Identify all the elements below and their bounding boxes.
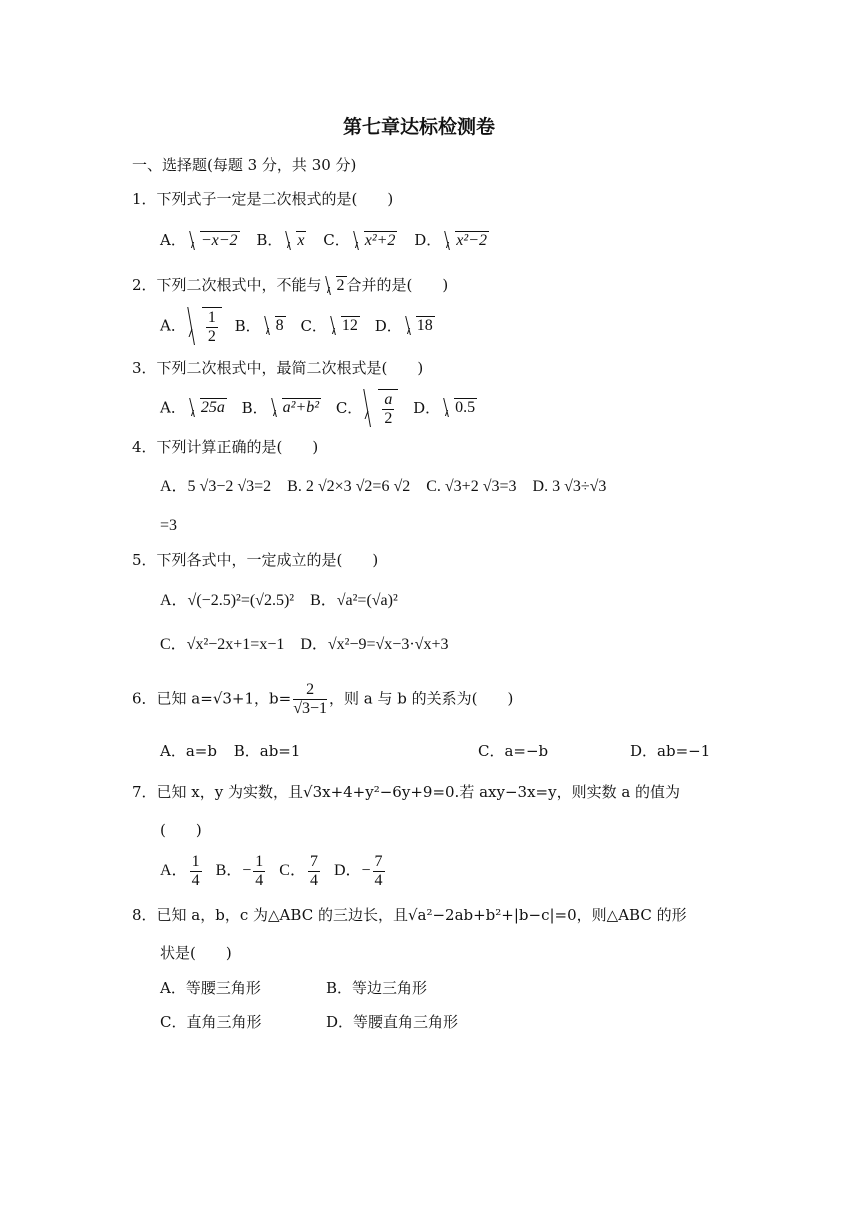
option-a-label: A． bbox=[160, 862, 188, 880]
radical-fraction: $\frac{1}{2}$ bbox=[186, 307, 222, 345]
radical: 2 bbox=[325, 276, 347, 295]
option-b-label: B．− bbox=[215, 862, 252, 880]
option-d-label: D． bbox=[413, 398, 441, 417]
radical: a²+b² bbox=[271, 398, 321, 417]
option-c-label: C． bbox=[335, 398, 363, 417]
option-d: D．等腰直角三角形 bbox=[326, 1013, 459, 1031]
option-b-label: B． bbox=[241, 398, 268, 417]
question-8-stem: 8．已知 a，b，c 为△ABC 的三边长，且√a²−2ab+b²+|b−c|=0，则△ABC 的形 bbox=[132, 906, 687, 924]
question-3-options bbox=[160, 389, 477, 427]
option-a: A．等腰三角形 bbox=[160, 979, 261, 997]
option-d-label: D．− bbox=[333, 862, 371, 880]
radical: −x−2 bbox=[189, 231, 240, 250]
question-2-stem bbox=[132, 276, 448, 295]
fraction: $\frac{7}{4}$ bbox=[309, 853, 318, 889]
option-c-label: C． bbox=[300, 316, 327, 335]
option-a-label: A． bbox=[160, 316, 186, 335]
option-b-label: B． bbox=[256, 231, 283, 249]
question-7-stem: 7．已知 x，y 为实数，且√3x+4+y²−6y+9=0.若 axy−3x=y，则实数 a 的值为 bbox=[132, 783, 681, 801]
option-b: B．ab=1 bbox=[233, 742, 301, 760]
stem-text: 6．已知 a=√3+1，b= bbox=[132, 689, 292, 708]
option-c-label: C． bbox=[279, 862, 306, 880]
fraction: $\frac{1}{4}$ bbox=[191, 853, 200, 889]
option-c: C．直角三角形 bbox=[160, 1013, 262, 1031]
option-b-label: B． bbox=[234, 316, 261, 335]
question-4-stem: 4．下列计算正确的是( ) bbox=[132, 438, 319, 456]
question-1-stem: 1．下列式子一定是二次根式的是( ) bbox=[132, 190, 394, 208]
question-3-stem: 3．下列二次根式中，最简二次根式是( ) bbox=[132, 359, 424, 377]
radical: 25a bbox=[189, 398, 227, 417]
question-8-stem-cont: 状是( ) bbox=[160, 944, 232, 962]
question-5-stem: 5．下列各式中，一定成立的是( ) bbox=[132, 551, 379, 569]
radical: x bbox=[285, 231, 306, 250]
question-4-options-line2: =3 bbox=[160, 517, 178, 534]
fraction: $\frac{7}{4}$ bbox=[374, 853, 383, 889]
page-title: 第七章达标检测卷 bbox=[343, 116, 496, 138]
fraction: $\frac{2}{√3-1}$ bbox=[293, 681, 328, 717]
stem-text: ，则 a 与 b 的关系为( ) bbox=[329, 689, 514, 708]
section-header: 一、选择题(每题 3 分，共 30 分) bbox=[132, 156, 357, 174]
option-d: D．ab=−1 bbox=[630, 742, 711, 760]
option-c: C．a=−b bbox=[478, 742, 549, 760]
radical: x²−2 bbox=[444, 231, 489, 250]
radical: 0.5 bbox=[443, 398, 477, 417]
stem-text: 2．下列二次根式中，不能与 bbox=[132, 276, 322, 294]
option-a-label: A． bbox=[160, 398, 186, 417]
radical: x²+2 bbox=[353, 231, 398, 250]
option-d-label: D． bbox=[374, 316, 402, 335]
stem-text: 合并的是( ) bbox=[346, 276, 449, 294]
question-7-options bbox=[160, 853, 387, 889]
question-2-options bbox=[160, 307, 435, 345]
option-a: A．a=b bbox=[160, 742, 217, 760]
question-5-options-line1: A．√(−2.5)²=(√2.5)² B．√a²=(√a)² bbox=[160, 592, 398, 609]
option-b: B．等边三角形 bbox=[326, 979, 428, 997]
question-5-options-line2: C．√x²−2x+1=x−1 D．√x²−9=√x−3·√x+3 bbox=[160, 636, 449, 653]
radical-fraction: $\frac{a}{2}$ bbox=[362, 389, 398, 427]
option-a-label: A． bbox=[160, 231, 186, 249]
radical: 8 bbox=[264, 316, 286, 335]
question-7-paren: ( ) bbox=[160, 821, 202, 839]
option-d-label: D． bbox=[414, 231, 442, 249]
question-4-options-line1: A．5 √3−2 √3=2 B. 2 √2×3 √2=6 √2 C. √3+2 √3=3 D. 3 √3÷√3 bbox=[160, 478, 607, 495]
radical: 18 bbox=[405, 316, 435, 335]
question-6-option-ab bbox=[160, 744, 300, 759]
question-6-stem bbox=[132, 681, 513, 717]
question-1-options bbox=[160, 231, 489, 250]
radical: 12 bbox=[330, 316, 360, 335]
fraction: $\frac{1}{4}$ bbox=[255, 853, 264, 889]
option-c-label: C． bbox=[323, 231, 350, 249]
